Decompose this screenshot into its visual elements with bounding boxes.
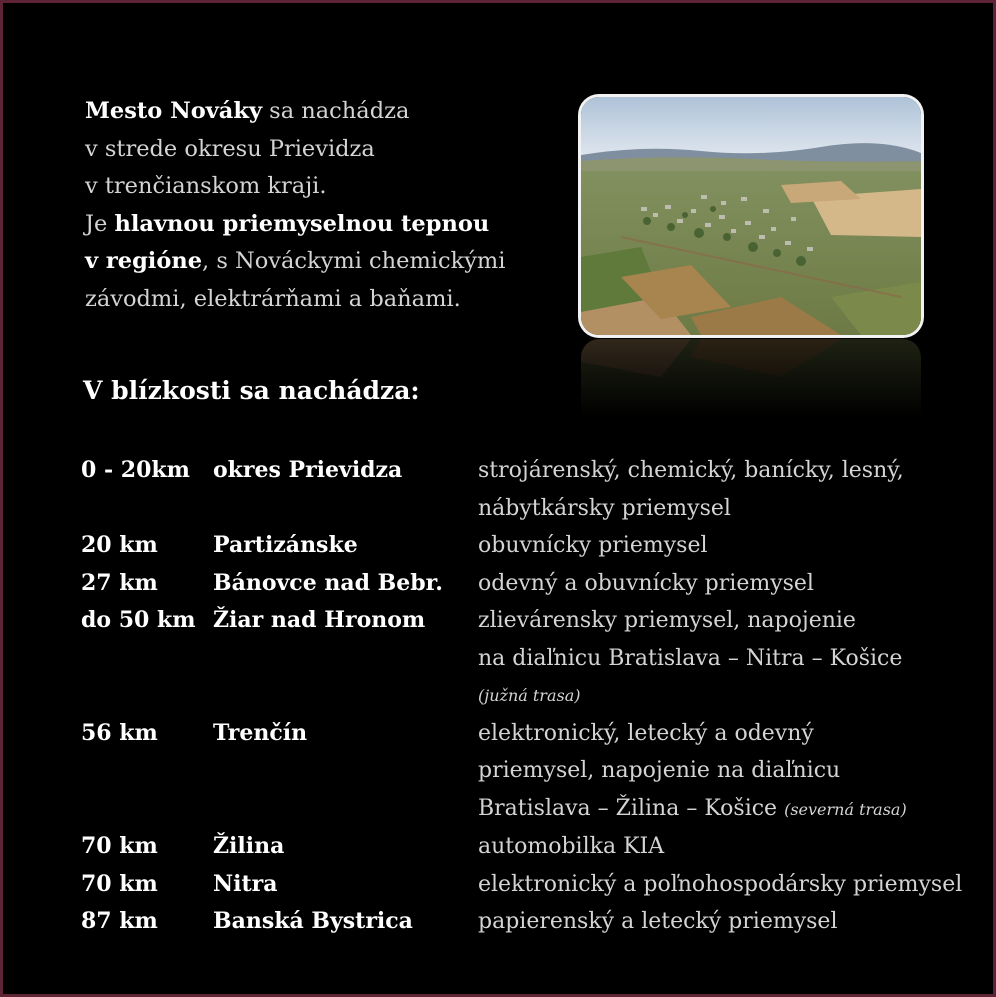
intro-line-4-start: Je — [85, 210, 115, 237]
table-row — [81, 715, 991, 829]
intro-line-3: v trenčianskom kraji. — [85, 173, 327, 199]
intro-line-2: v strede okresu Prievidza — [85, 135, 375, 162]
row-industries — [478, 527, 991, 565]
industry-text: Bratislava – Žilina – Košice — [478, 795, 785, 821]
nearby-table — [81, 452, 991, 941]
row-place: okres Prievidza — [213, 457, 403, 483]
industry-line — [478, 866, 991, 904]
industry-text: strojárenský, chemický, banícky, lesný, — [478, 458, 904, 483]
industry-line — [478, 790, 991, 829]
row-distance: do 50 km — [81, 607, 196, 633]
aerial-photo-frame — [581, 97, 921, 335]
industry-line — [478, 490, 991, 528]
industry-text: elektronický a poľnohospodársky priemysel — [478, 871, 963, 897]
row-place: Žilina — [213, 833, 285, 859]
intro-text — [85, 93, 505, 318]
town-name: Mesto Nováky — [85, 98, 263, 124]
intro-line-1: sa nachádza — [262, 98, 410, 124]
row-industries — [478, 452, 991, 527]
industry-text: obuvnícky priemysel — [478, 533, 708, 558]
aerial-photo — [581, 97, 921, 335]
industry-text: elektronický, letecký a odevný — [478, 720, 814, 746]
row-distance: 20 km — [81, 532, 158, 558]
row-place: Partizánske — [213, 532, 358, 558]
industry-text: odevný a obuvnícky priemysel — [478, 570, 814, 596]
row-distance: 27 km — [81, 569, 158, 596]
industry-line — [478, 527, 991, 565]
table-row — [81, 866, 991, 904]
industry-text: na diaľnicu Bratislava – Nitra – Košice — [478, 645, 903, 671]
row-industries — [478, 602, 991, 715]
photo-reflection — [581, 339, 921, 419]
row-place: Bánovce nad Bebr. — [213, 569, 443, 596]
row-distance: 0 - 20km — [81, 457, 190, 483]
row-place: Trenčín — [213, 719, 308, 746]
row-distance: 70 km — [81, 870, 158, 897]
intro-line-5-bold: v regióne — [85, 248, 203, 274]
industry-line — [478, 640, 991, 678]
row-industries — [478, 866, 991, 904]
intro-line-4-bold: hlavnou priemyselnou tepnou — [114, 210, 490, 237]
route-note: (južná trasa) — [478, 686, 581, 705]
table-row — [81, 828, 991, 866]
row-industries — [478, 715, 991, 829]
row-distance: 56 km — [81, 719, 158, 746]
row-place: Žiar nad Hronom — [213, 607, 426, 633]
industry-line — [478, 452, 991, 490]
route-note: (severná trasa) — [784, 799, 907, 819]
row-place: Banská Bystrica — [213, 908, 413, 934]
row-industries — [478, 903, 991, 941]
industry-line — [478, 602, 991, 640]
industry-line — [478, 715, 991, 753]
industry-line — [478, 903, 991, 941]
row-industries — [478, 565, 991, 603]
table-row — [81, 903, 991, 941]
industry-text: automobilka KIA — [478, 834, 665, 859]
photo-reflection-image — [581, 339, 921, 419]
intro-line-6: závodmi, elektrárňami a baňami. — [85, 285, 461, 312]
intro-line-5-rest: , s Nováckymi chemickými — [202, 248, 506, 274]
industry-text: papierenský a letecký priemysel — [478, 909, 838, 934]
row-distance: 70 km — [81, 833, 158, 859]
table-row — [81, 565, 991, 603]
nearby-heading: V blízkosti sa nachádza: — [83, 376, 420, 405]
row-distance: 87 km — [81, 908, 158, 934]
industry-text: zlievárensky priemysel, napojenie — [478, 608, 856, 633]
table-row — [81, 602, 991, 715]
row-place: Nitra — [213, 870, 278, 897]
industry-line — [478, 752, 991, 790]
aerial-landscape-image — [581, 97, 921, 335]
table-row — [81, 452, 991, 527]
industry-text: nábytkársky priemysel — [478, 495, 731, 521]
industry-line — [478, 828, 991, 866]
industry-text: priemysel, napojenie na diaľnicu — [478, 758, 841, 783]
table-row — [81, 527, 991, 565]
industry-line — [478, 565, 991, 603]
row-industries — [478, 828, 991, 866]
